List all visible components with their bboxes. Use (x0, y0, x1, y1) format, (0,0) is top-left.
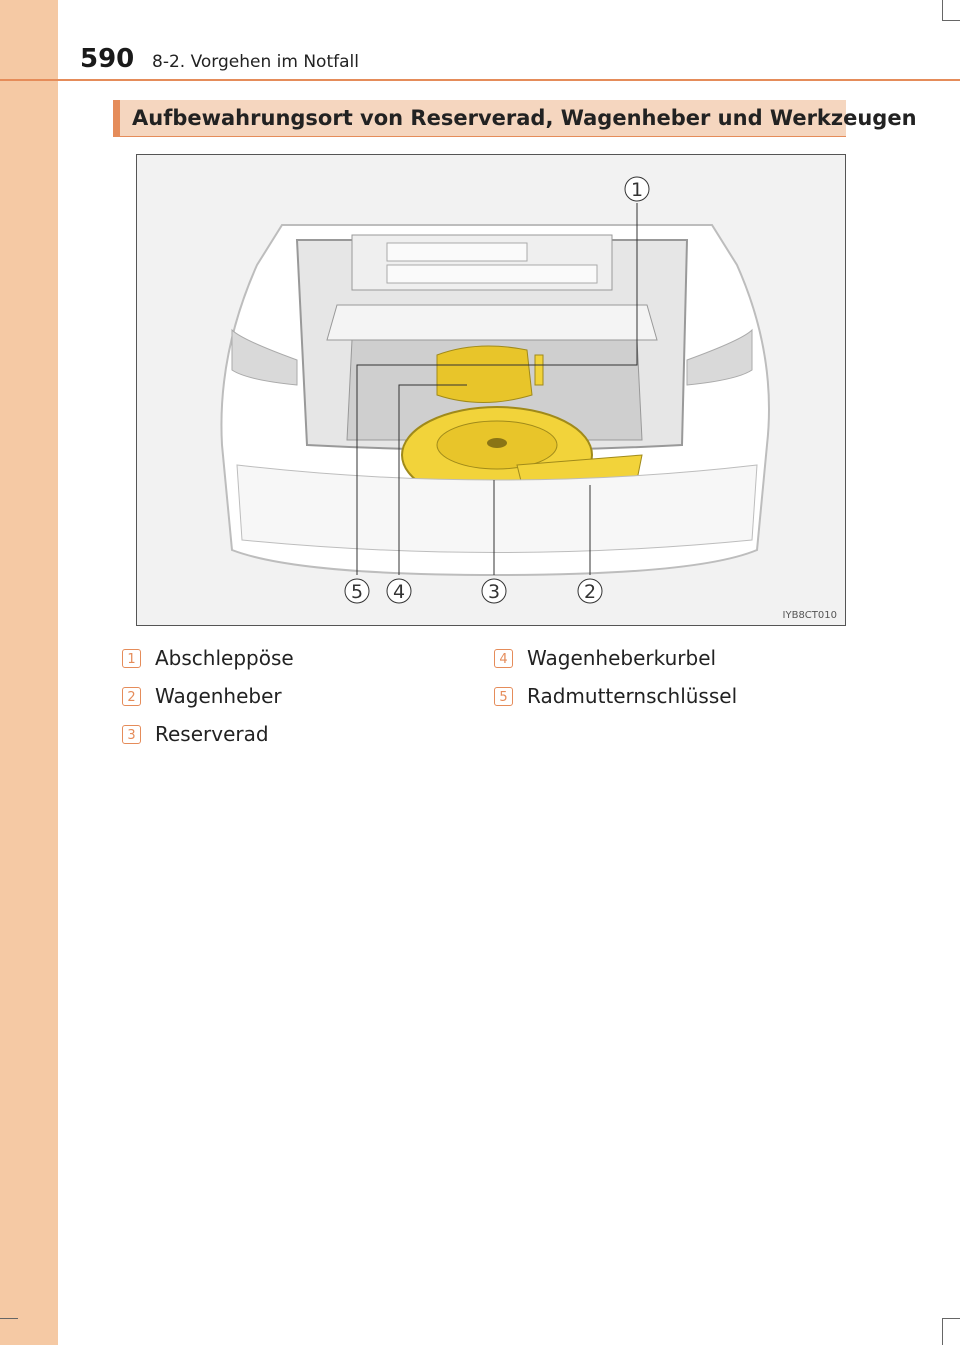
legend-number: 2 (122, 687, 141, 706)
section-heading-text: Aufbewahrungsort von Reserverad, Wagenheber und Werkzeugen (132, 106, 917, 130)
legend-label: Wagenheber (155, 684, 282, 708)
callout-5: 5 (350, 581, 364, 603)
car-rear-illustration (137, 155, 845, 625)
crop-mark (0, 1318, 18, 1319)
page-number: 590 (80, 44, 135, 74)
legend-number: 3 (122, 725, 141, 744)
callout-2: 2 (583, 581, 597, 603)
crop-mark (942, 20, 960, 21)
legend-label: Reserverad (155, 722, 269, 746)
legend-number: 5 (494, 687, 513, 706)
crop-mark (942, 1318, 943, 1345)
callout-4: 4 (392, 581, 406, 603)
crop-mark (942, 1318, 960, 1319)
legend-number: 1 (122, 649, 141, 668)
figure-code: IYB8CT010 (782, 610, 837, 621)
crop-mark (942, 0, 943, 20)
section-title: 8-2. Vorgehen im Notfall (152, 52, 359, 72)
section-heading (113, 100, 917, 137)
legend-label: Radmutternschlüssel (527, 684, 738, 708)
legend-number: 4 (494, 649, 513, 668)
callout-1: 1 (630, 179, 644, 201)
legend-label: Wagenheberkurbel (527, 646, 717, 670)
page-sidebar (0, 0, 58, 1345)
spare-wheel-illustration (136, 154, 846, 626)
header-rule (0, 79, 960, 81)
callout-3: 3 (487, 581, 501, 603)
legend-label: Abschleppöse (155, 646, 294, 670)
